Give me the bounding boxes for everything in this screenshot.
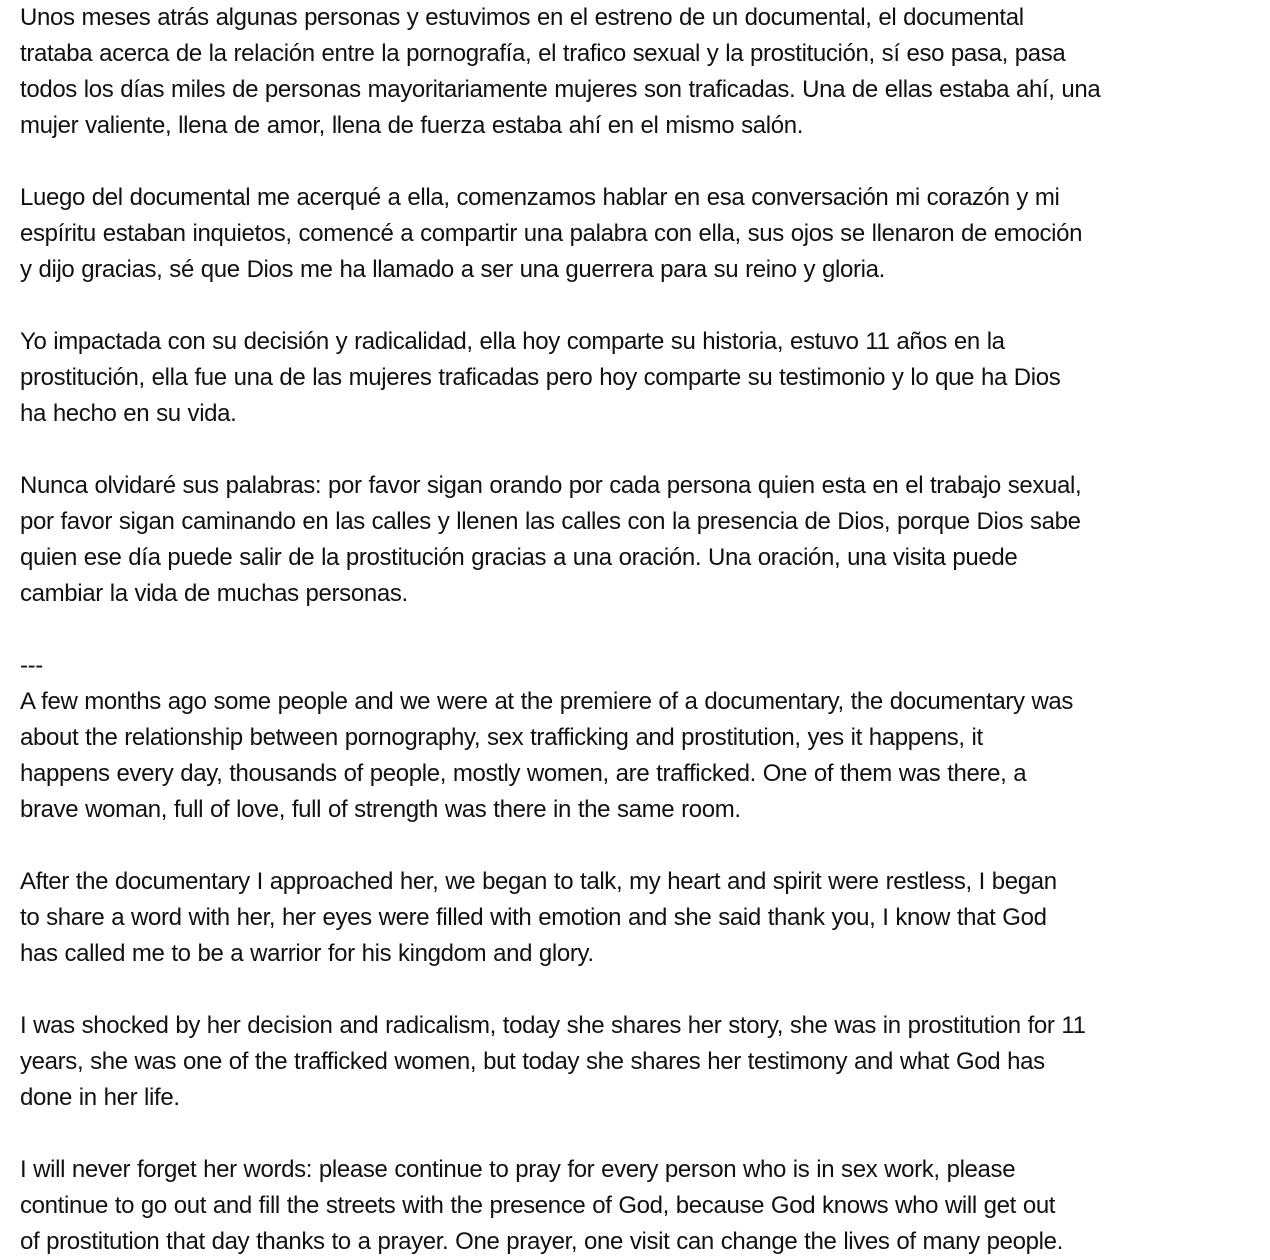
paragraph-es-1 <box>20 0 1260 144</box>
text-line: happens every day, thousands of people, mostly women, are trafficked. One of them was there, a <box>20 760 1027 787</box>
paragraph-es-4 <box>20 468 1260 612</box>
text-line: to share a word with her, her eyes were filled with emotion and she said thank you, I know that God <box>20 904 1047 931</box>
text-line: about the relationship between pornography, sex trafficking and prostitution, yes it happens, it <box>20 724 983 751</box>
text-line: Luego del documental me acerqué a ella, comenzamos hablar en esa conversación mi corazón y mi <box>20 184 1060 211</box>
text-line: Yo impactada con su decisión y radicalidad, ella hoy comparte su historia, estuvo 11 años en la <box>20 328 1005 355</box>
text-line: Unos meses atrás algunas personas y estuvimos en el estreno de un documental, el documental <box>20 4 1024 31</box>
text-line: continue to go out and fill the streets with the presence of God, because God knows who will get out <box>20 1192 1056 1219</box>
paragraph-en-4 <box>20 1152 1260 1260</box>
text-line: cambiar la vida de muchas personas. <box>20 580 408 607</box>
document-body <box>20 0 1260 1260</box>
text-line: of prostitution that day thanks to a prayer. One prayer, one visit can change the lives of many people. <box>20 1228 1063 1255</box>
text-line: por favor sigan caminando en las calles y llenen las calles con la presencia de Dios, porque Dios sabe <box>20 508 1081 535</box>
language-separator <box>20 648 1260 684</box>
text-line: ha hecho en su vida. <box>20 400 237 427</box>
text-line: quien ese día puede salir de la prostitución gracias a una oración. Una oración, una visita puede <box>20 544 1018 571</box>
text-line: After the documentary I approached her, we began to talk, my heart and spirit were restless, I began <box>20 868 1057 895</box>
text-line: done in her life. <box>20 1084 180 1111</box>
text-line: has called me to be a warrior for his kingdom and glory. <box>20 940 594 967</box>
paragraph-en-2 <box>20 864 1260 972</box>
text-line: mujer valiente, llena de amor, llena de fuerza estaba ahí en el mismo salón. <box>20 112 804 139</box>
separator-text: --- <box>20 652 43 679</box>
text-line: y dijo gracias, sé que Dios me ha llamado a ser una guerrera para su reino y gloria. <box>20 256 885 283</box>
text-line: Nunca olvidaré sus palabras: por favor sigan orando por cada persona quien esta en el trabajo sexual, <box>20 472 1082 499</box>
text-line: espíritu estaban inquietos, comencé a compartir una palabra con ella, sus ojos se llenaron de emoción <box>20 220 1083 247</box>
text-line: I was shocked by her decision and radicalism, today she shares her story, she was in prostitution for 11 <box>20 1012 1086 1039</box>
text-line: years, she was one of the trafficked women, but today she shares her testimony and what God has <box>20 1048 1045 1075</box>
paragraph-en-1 <box>20 684 1260 828</box>
text-line: A few months ago some people and we were at the premiere of a documentary, the documentary was <box>20 688 1074 715</box>
text-line: todos los días miles de personas mayoritariamente mujeres son traficadas. Una de ellas estaba ahí, una <box>20 76 1101 103</box>
text-line: brave woman, full of love, full of strength was there in the same room. <box>20 796 741 823</box>
text-line: I will never forget her words: please continue to pray for every person who is in sex work, please <box>20 1156 1016 1183</box>
text-line: trataba acerca de la relación entre la pornografía, el trafico sexual y la prostitución, sí eso pasa, pasa <box>20 40 1066 67</box>
paragraph-en-3 <box>20 1008 1260 1116</box>
paragraph-es-3 <box>20 324 1260 432</box>
text-line: prostitución, ella fue una de las mujeres traficadas pero hoy comparte su testimonio y lo que ha Dios <box>20 364 1061 391</box>
paragraph-es-2 <box>20 180 1260 288</box>
